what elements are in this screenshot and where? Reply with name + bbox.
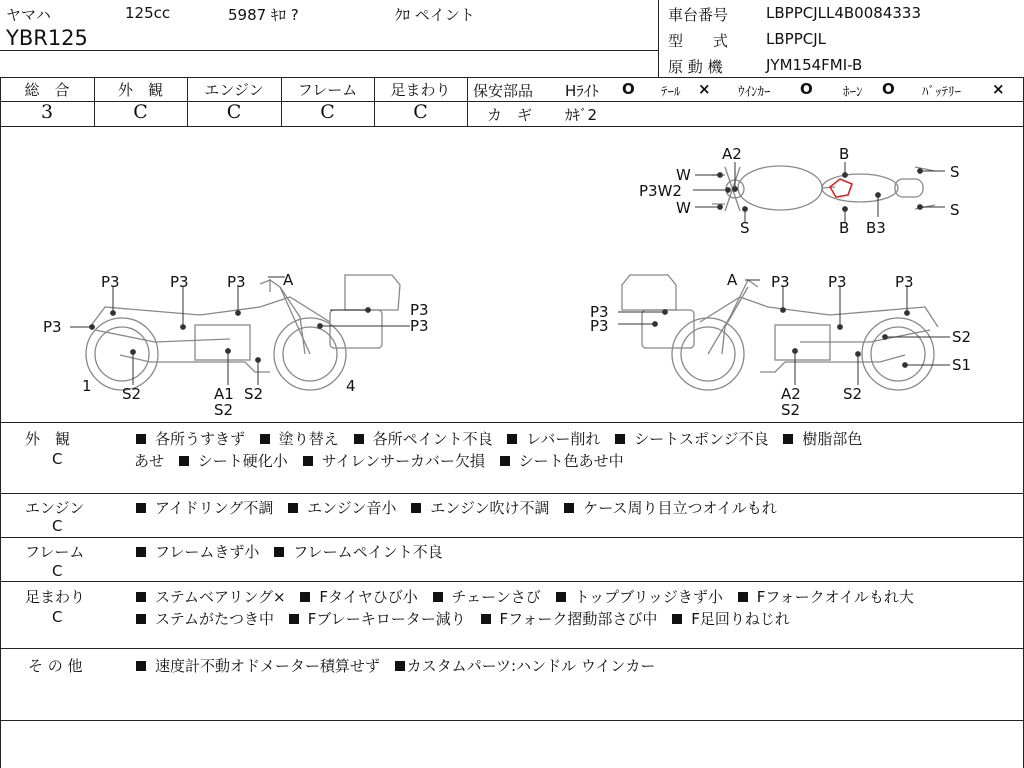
diagram-label: P3 [895,273,914,291]
engine-remarks-grade: C [52,517,63,535]
diagram-label: P3 [101,273,120,291]
type-label: 型 式 [668,32,729,50]
remark-item: エンジン吹け不調 [430,499,550,517]
exterior-remarks-line2 [134,450,634,471]
remark-item: ケース周り目立つオイルもれ [583,499,777,517]
damage-mark [830,179,852,197]
diagram-label: S [950,163,960,181]
diagram-label: A2 [722,145,742,163]
remark-item: 樹脂部色 [802,430,863,448]
key-value: ｶｷﾞ2 [565,106,598,124]
other-remarks-title: そ の 他 [28,657,83,675]
diagram-label: P3W2 [639,182,682,200]
frame-grade: C [320,101,335,123]
remark-item: 速度計不動オドメーター積算せず [155,657,380,675]
safety-label: 保安部品 [473,82,534,100]
diagram-label: B [839,219,850,237]
exterior-label: 外 観 [117,81,163,99]
battery-status: × [992,80,1005,98]
remark-item: F足回りねじれ [691,610,790,628]
remark-item: 各所ペイント不良 [372,430,493,448]
remark-item: シート硬化小 [197,452,288,470]
frame-remarks-line1 [136,541,453,562]
diagram-label: P3 [43,318,62,336]
diagram-label: A [727,271,738,289]
horn-label: ﾎｰﾝ [843,85,863,100]
diagram-label: S2 [781,401,801,419]
suspension-remarks-grade: C [52,608,63,626]
overall-grade: 3 [40,101,54,123]
diagram-label: S2 [244,385,264,403]
diagram-label: P3 [410,301,429,319]
divider [0,77,1024,78]
diagram-label: A2 [781,385,801,403]
remark-item: カスタムパーツ:ハンドル ウインカー [406,657,656,675]
divider [467,77,468,126]
remark-item: Fフォーク摺動部さび中 [499,610,658,628]
divider [658,0,659,78]
winker-label: ｳｲﾝｶｰ [738,85,771,100]
engine-grade: C [226,101,242,123]
divider [0,50,658,51]
horn-status: O [882,80,895,98]
engine-remarks-line1 [136,497,787,518]
mileage: 5987 ｷﾛ ? [228,6,299,24]
remark-item: あせ [134,452,165,470]
divider [0,581,1024,582]
divider [0,422,1024,423]
remark-item: 塗り替え [278,430,339,448]
diagram-label: S2 [952,328,972,346]
engine-value: JYM154FMI-B [766,56,863,74]
engine-remarks-title: エンジン [25,499,85,517]
suspension-grade: C [413,101,428,123]
engine-grade-label: エンジン [204,81,264,99]
frame-no-label: 車台番号 [668,6,729,24]
remark-item: エンジン音小 [307,499,397,517]
divider [0,537,1024,538]
overall-label: 総 合 [24,81,70,99]
exterior-remarks-line1 [136,428,872,449]
remark-item: トップブリッジきず小 [574,588,723,606]
remark-item: 各所うすきず [155,430,246,448]
tail-label: ﾃｰﾙ [661,85,681,100]
right-view-bike [622,275,938,390]
frame-grade-label: フレーム [297,81,358,99]
divider [0,648,1024,649]
remark-item: シート色あせ中 [518,452,624,470]
diagram-label: A1 [214,385,234,403]
diagram-label: P3 [170,273,189,291]
diagram-label: S1 [952,356,972,374]
suspension-remarks-line1 [136,586,924,607]
color: ｸﾛ ペイント [395,6,475,24]
top-view-bike [712,166,935,211]
suspension-grade-label: 足まわり [390,81,451,99]
battery-label: ﾊﾞｯﾃﾘｰ [922,85,961,100]
divider [0,720,1024,721]
diagram-label: S2 [122,385,142,403]
diagram-label: S [740,219,750,237]
remark-item: サイレンサーカバー欠損 [321,452,485,470]
diagram-label: P3 [410,317,429,335]
suspension-remarks-line2 [136,608,800,629]
remark-item: チェーンさび [451,588,541,606]
diagram-label: P3 [771,273,790,291]
diagram-label: 4 [346,377,356,395]
type-value: LBPPCJL [766,30,826,48]
remark-item: Fタイヤひび小 [319,588,418,606]
remark-item: フレームきず小 [155,543,260,561]
frame-no: LBPPCJLL4B0084333 [766,4,921,22]
suspension-remarks-title: 足まわり [25,588,86,606]
model-name: YBR125 [6,26,88,50]
remark-item: Fフォークオイルもれ大 [756,588,914,606]
diagram-label: P3 [828,273,847,291]
diagram-label: S2 [214,401,234,419]
remark-item: アイドリング不調 [155,499,274,517]
exterior-remarks-grade: C [52,450,63,468]
diagram-label: S2 [843,385,863,403]
displacement: 125cc [125,4,171,22]
remark-item: フレームペイント不良 [293,543,443,561]
exterior-grade: C [133,101,148,123]
frame-remarks-grade: C [52,562,63,580]
other-remarks-line1 [136,655,665,676]
diagram-label: W [676,199,691,217]
remark-item: シートスポンジ不良 [634,430,769,448]
diagram-label: P3 [227,273,246,291]
key-label: カ ギ [487,106,533,124]
maker-name: ヤマハ [6,6,51,24]
remark-item: レバー削れ [526,430,601,448]
tail-status: × [698,80,711,98]
diagram-label: B [839,145,850,163]
diagram-label: S [950,201,960,219]
frame-remarks-title: フレーム [25,543,85,561]
remark-item: Fブレーキローター減り [307,610,466,628]
diagram-label: A [283,271,294,289]
headlight-status: O [622,80,635,98]
engine-label: 原 動 機 [668,58,723,76]
diagram-label: P3 [590,303,609,321]
diagram-label: 1 [82,377,92,395]
remark-item: ステムがたつき中 [155,610,274,628]
winker-status: O [800,80,813,98]
diagram-label: B3 [866,219,886,237]
diagram-label: P3 [590,317,609,335]
divider [0,493,1024,494]
remark-item: ステムベアリング× [155,588,286,606]
headlight-label: Hﾗｲﾄ [565,82,599,100]
diagram-label: W [676,166,691,184]
exterior-remarks-title: 外 観 [25,430,71,448]
damage-diagram [0,127,1024,421]
